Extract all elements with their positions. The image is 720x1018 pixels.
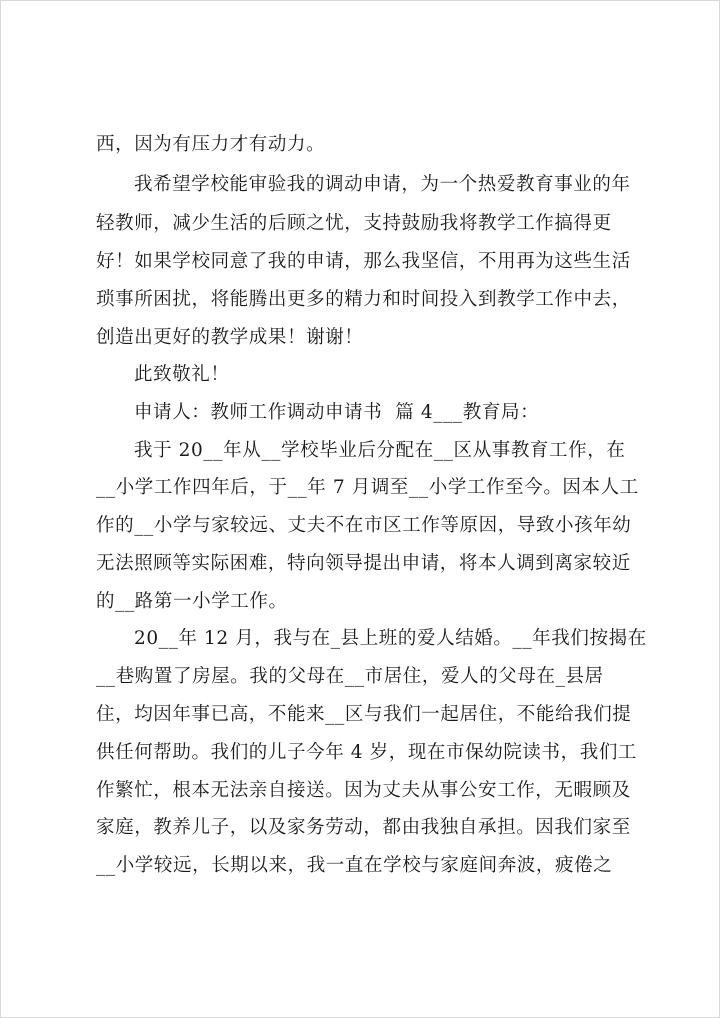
text-line: 供任何帮助。我们的儿子今年 4 岁，现在市保幼院读书，我们工	[96, 742, 638, 763]
text-line: 我希望学校能审验我的调动申请，为一个热爱教育事业的年	[134, 174, 631, 195]
text-line: 我于 20__年从__学校毕业后分配在__区从事教育工作，在	[134, 440, 626, 461]
text-line: 此致敬礼！	[134, 364, 230, 385]
text-line: __巷购置了房屋。我的父母在__市居住，爱人的父母在_县居	[96, 666, 604, 687]
text-line: __小学较远，长期以来，我一直在学校与家庭间奔波，疲倦之	[96, 855, 613, 876]
text-line: 作的__小学与家较远、丈夫不在市区工作等原因，导致小孩年幼	[96, 515, 632, 536]
text-line: 家庭，教养儿子，以及家务劳动，都由我独自承担。因我们家至	[96, 817, 631, 838]
text-line: 好！如果学校同意了我的申请，那么我坚信，不用再为这些生活	[96, 251, 631, 272]
text-line: 住，均因年事已高，不能来__区与我们一起居住，不能给我们提	[96, 704, 632, 725]
text-line: 西，因为有压力才有动力。	[96, 134, 326, 155]
text-line: 的__路第一小学工作。	[96, 591, 288, 612]
text-line: 轻教师，减少生活的后顾之忧，支持鼓励我将教学工作搞得更	[96, 213, 612, 234]
text-line: 作繁忙，根本无法亲自接送。因为丈夫从事公安工作，无暇顾及	[96, 780, 631, 801]
text-line: 20__年 12 月，我与在_县上班的爱人结婚。__年我们按揭在	[134, 628, 647, 649]
text-line: 无法照顾等实际困难，特向领导提出申请，将本人调到离家较近	[96, 553, 631, 574]
text-line: 创造出更好的教学成果！谢谢！	[96, 327, 364, 348]
text-line: 申请人：教师工作调动申请书 篇 4___教育局：	[134, 402, 540, 423]
text-line: __小学工作四年后，于__年 7 月调至__小学工作至今。因本人工	[96, 477, 639, 498]
text-line: 琐事所困扰，将能腾出更多的精力和时间投入到教学工作中去，	[96, 289, 631, 310]
